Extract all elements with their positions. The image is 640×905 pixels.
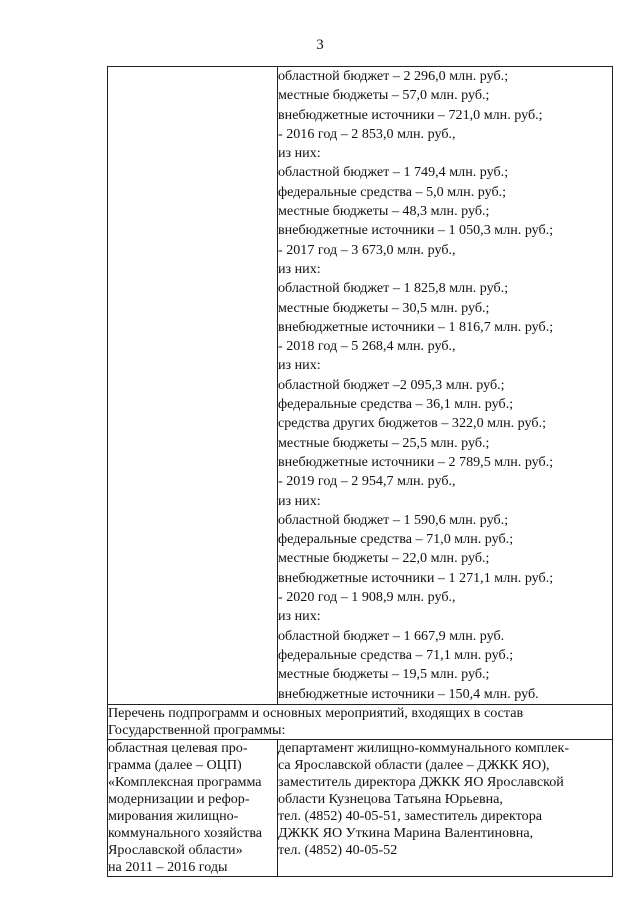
funding-line: местные бюджеты – 48,3 млн. руб.; — [278, 203, 490, 220]
subprogram-responsible-cell — [278, 739, 613, 876]
subprogram-name-cell — [108, 739, 278, 876]
funding-line: федеральные средства – 36,1 млн. руб.; — [278, 396, 514, 413]
responsible-line: заместитель директора ДЖКК ЯО Ярославской — [278, 773, 564, 790]
funding-line: внебюджетные источники – 721,0 млн. руб.; — [278, 106, 543, 123]
funding-line: внебюджетные источники – 150,4 млн. руб. — [278, 685, 539, 702]
funding-row — [108, 67, 613, 705]
responsible-line: области Кузнецова Татьяна Юрьевна, — [278, 790, 503, 807]
funding-line: местные бюджеты – 22,0 млн. руб.; — [278, 550, 490, 567]
funding-line: внебюджетные источники – 1 816,7 млн. руб.; — [278, 318, 554, 335]
funding-line: местные бюджеты – 25,5 млн. руб.; — [278, 434, 490, 451]
funding-line: местные бюджеты – 19,5 млн. руб.; — [278, 666, 490, 683]
subprogram-name-line: на 2011 – 2016 годы — [108, 858, 228, 875]
funding-line: областной бюджет – 1 825,8 млн. руб.; — [278, 280, 509, 297]
funding-line: местные бюджеты – 57,0 млн. руб.; — [278, 87, 490, 104]
funding-line: из них: — [278, 260, 321, 277]
subprogram-name-line: «Комплексная программа — [108, 773, 262, 790]
subprograms-header-row — [108, 704, 613, 739]
funding-line: областной бюджет – 1 667,9 млн. руб. — [278, 627, 505, 644]
funding-line: внебюджетные источники – 1 271,1 млн. руб.; — [278, 569, 554, 586]
funding-line: - 2016 год – 2 853,0 млн. руб., — [278, 125, 456, 142]
funding-line: - 2020 год – 1 908,9 млн. руб., — [278, 589, 456, 606]
funding-line: федеральные средства – 71,0 млн. руб.; — [278, 531, 514, 548]
subprogram-name-line: коммунального хозяйства — [108, 824, 263, 841]
responsible-line: тел. (4852) 40-05-52 — [278, 841, 398, 858]
responsible-line: ДЖКК ЯО Уткина Марина Валентиновна, — [278, 824, 534, 841]
funding-line: из них: — [278, 492, 321, 509]
funding-line: из них: — [278, 608, 321, 625]
responsible-line: департамент жилищно-коммунального комплек- — [278, 739, 570, 756]
funding-line: внебюджетные источники – 2 789,5 млн. руб.; — [278, 453, 554, 470]
funding-line: из них: — [278, 145, 321, 162]
page-number: 3 — [316, 37, 324, 53]
funding-line: федеральные средства – 71,1 млн. руб.; — [278, 646, 514, 663]
funding-line: областной бюджет –2 095,3 млн. руб.; — [278, 376, 505, 393]
subprograms-header: Перечень подпрограмм и основных мероприятий, входящих в состав Государственной программы: — [108, 704, 613, 739]
funding-line: из них: — [278, 357, 321, 374]
funding-line: - 2018 год – 5 268,4 млн. руб., — [278, 338, 456, 355]
subprogram-name-line: мирования жилищно- — [108, 807, 239, 824]
funding-line: местные бюджеты – 30,5 млн. руб.; — [278, 299, 490, 316]
responsible-line: са Ярославской области (далее – ДЖКК ЯО), — [278, 756, 550, 773]
funding-line: внебюджетные источники – 1 050,3 млн. руб.; — [278, 222, 554, 239]
subprogram-row — [108, 739, 613, 876]
subprogram-name-line: модернизации и рефор- — [108, 790, 250, 807]
funding-label-cell — [108, 67, 278, 705]
funding-line: областной бюджет – 2 296,0 млн. руб.; — [278, 68, 509, 84]
program-passport-table — [107, 66, 613, 877]
funding-line: областной бюджет – 1 749,4 млн. руб.; — [278, 164, 509, 181]
subprogram-name-line: областная целевая про- — [108, 739, 248, 756]
funding-line: областной бюджет – 1 590,6 млн. руб.; — [278, 511, 509, 528]
funding-line: - 2017 год – 3 673,0 млн. руб., — [278, 241, 456, 258]
funding-line: - 2019 год – 2 954,7 млн. руб., — [278, 473, 456, 490]
subprogram-name-line: грамма (далее – ОЦП) — [108, 756, 242, 773]
funding-line: средства других бюджетов – 322,0 млн. руб.; — [278, 415, 547, 432]
subprogram-name-line: Ярославской области» — [108, 841, 243, 858]
funding-line: федеральные средства – 5,0 млн. руб.; — [278, 183, 507, 200]
funding-volume-cell — [278, 67, 613, 705]
responsible-line: тел. (4852) 40-05-51, заместитель директора — [278, 807, 543, 824]
